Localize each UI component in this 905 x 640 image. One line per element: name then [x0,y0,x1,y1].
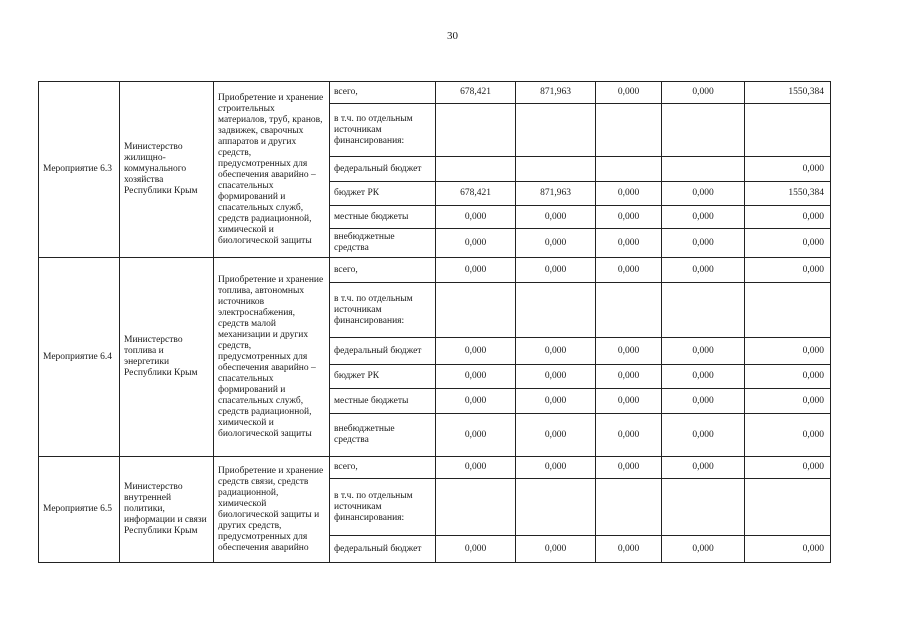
value-year-1 [436,283,516,338]
measure-description: Приобретение и хранение средств связи, средств радиационной, химической биологической защиты и других средств, предусмотренных для обеспечения аварийно [214,457,330,563]
funding-source: внебюджетные средства [330,414,436,457]
value-total: 0,000 [745,414,831,457]
value-year-3: 0,000 [596,536,662,563]
funding-source: внебюджетные средства [330,229,436,258]
value-year-4: 0,000 [662,338,745,365]
value-year-3 [596,157,662,182]
value-year-1: 0,000 [436,229,516,258]
value-year-2: 0,000 [516,229,596,258]
value-year-1: 0,000 [436,258,516,283]
value-year-1 [436,104,516,157]
value-total [745,104,831,157]
value-year-4: 0,000 [662,206,745,229]
value-year-4: 0,000 [662,389,745,414]
value-total: 0,000 [745,389,831,414]
value-year-3: 0,000 [596,414,662,457]
value-year-4: 0,000 [662,365,745,389]
value-year-2: 0,000 [516,457,596,479]
funding-source: федеральный бюджет [330,338,436,365]
value-total: 0,000 [745,536,831,563]
funding-source: всего, [330,82,436,104]
funding-source: всего, [330,258,436,283]
value-year-1: 0,000 [436,338,516,365]
value-year-1: 0,000 [436,206,516,229]
funding-source: федеральный бюджет [330,536,436,563]
page-number: 30 [447,30,458,42]
executor-name: Министерство жилищно-коммунального хозяйства Республики Крым [120,82,214,258]
value-year-2: 0,000 [516,258,596,283]
value-year-2: 0,000 [516,414,596,457]
measure-name: Мероприятие 6.4 [39,258,120,457]
value-year-1 [436,479,516,536]
value-year-3 [596,479,662,536]
value-total: 0,000 [745,338,831,365]
value-year-4: 0,000 [662,457,745,479]
funding-source: федеральный бюджет [330,157,436,182]
value-year-3: 0,000 [596,229,662,258]
value-year-2 [516,283,596,338]
value-year-1: 0,000 [436,536,516,563]
value-year-4: 0,000 [662,536,745,563]
measure-description: Приобретение и хранение топлива, автономных источников электроснабжения, средств малой механизации и других средств, предусмотренных для обеспечения аварийно – спасательных формирований и спасательных служб, средств радиационной, химической и биологической защиты [214,258,330,457]
financing-table [38,81,831,563]
value-year-4 [662,479,745,536]
value-year-2: 0,000 [516,536,596,563]
value-year-1: 0,000 [436,457,516,479]
value-year-4 [662,157,745,182]
funding-source: в т.ч. по отдельным источникам финансирования: [330,283,436,338]
value-year-3: 0,000 [596,389,662,414]
value-year-2 [516,479,596,536]
funding-source: бюджет РК [330,365,436,389]
value-year-4 [662,283,745,338]
value-year-1: 0,000 [436,414,516,457]
value-total: 0,000 [745,229,831,258]
value-year-3: 0,000 [596,82,662,104]
value-year-3: 0,000 [596,365,662,389]
value-year-3: 0,000 [596,258,662,283]
funding-source: местные бюджеты [330,389,436,414]
value-year-1: 0,000 [436,365,516,389]
value-total: 0,000 [745,157,831,182]
value-year-4 [662,104,745,157]
value-year-1: 678,421 [436,82,516,104]
table-row [39,258,831,283]
funding-source: в т.ч. по отдельным источникам финансирования: [330,479,436,536]
executor-name: Министерство топлива и энергетики Республики Крым [120,258,214,457]
executor-name: Министерство внутренней политики, информации и связи Республики Крым [120,457,214,563]
value-total: 0,000 [745,365,831,389]
value-year-4: 0,000 [662,182,745,206]
value-year-1: 0,000 [436,389,516,414]
funding-source: в т.ч. по отдельным источникам финансирования: [330,104,436,157]
value-year-4: 0,000 [662,414,745,457]
value-year-2: 871,963 [516,182,596,206]
value-year-4: 0,000 [662,229,745,258]
value-year-3: 0,000 [596,182,662,206]
value-year-1 [436,157,516,182]
value-year-2: 0,000 [516,206,596,229]
value-year-3: 0,000 [596,338,662,365]
value-year-2: 0,000 [516,365,596,389]
measure-description: Приобретение и хранение строительных материалов, труб, кранов, задвижек, сварочных аппаратов и других средств, предусмотренных для обеспечения аварийно – спасательных формирований и спасательных служб, средств радиационной, химической и биологической защиты [214,82,330,258]
value-year-1: 678,421 [436,182,516,206]
value-year-3: 0,000 [596,206,662,229]
value-year-2 [516,157,596,182]
value-total: 0,000 [745,258,831,283]
table-row [39,82,831,104]
value-total: 0,000 [745,206,831,229]
value-year-2 [516,104,596,157]
measure-name: Мероприятие 6.3 [39,82,120,258]
funding-source: местные бюджеты [330,206,436,229]
funding-source: всего, [330,457,436,479]
value-total: 1550,384 [745,182,831,206]
value-year-3 [596,104,662,157]
value-year-2: 0,000 [516,389,596,414]
value-total: 0,000 [745,457,831,479]
financing-table-body [39,82,831,563]
value-year-4: 0,000 [662,82,745,104]
value-year-2: 0,000 [516,338,596,365]
value-year-3: 0,000 [596,457,662,479]
value-year-3 [596,283,662,338]
measure-name: Мероприятие 6.5 [39,457,120,563]
value-year-2: 871,963 [516,82,596,104]
value-year-4: 0,000 [662,258,745,283]
value-total: 1550,384 [745,82,831,104]
value-total [745,479,831,536]
funding-source: бюджет РК [330,182,436,206]
table-row [39,457,831,479]
value-total [745,283,831,338]
